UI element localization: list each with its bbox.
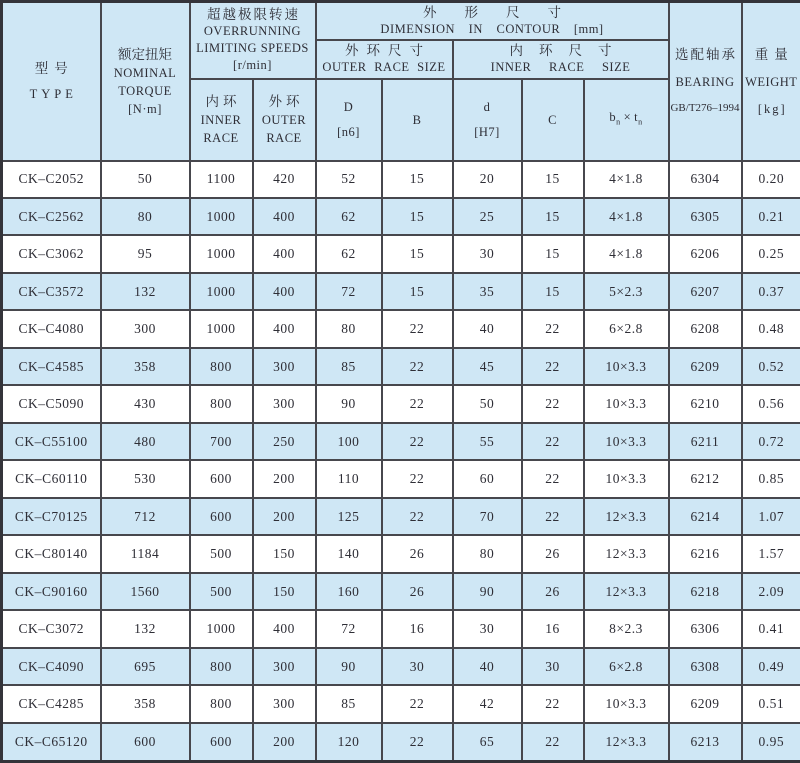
cell-d: 40 — [453, 310, 522, 347]
cell-weight: 0.51 — [742, 685, 800, 722]
cell-B: 16 — [382, 610, 453, 647]
header-type-en: TYPE — [29, 87, 77, 102]
cell-C: 22 — [522, 423, 584, 460]
cell-keyway: 12×3.3 — [584, 498, 669, 535]
cell-d: 90 — [453, 573, 522, 610]
cell-model: CK–C4585 — [2, 348, 101, 385]
cell-weight: 0.72 — [742, 423, 800, 460]
header-type-zh: 型号 — [34, 61, 74, 77]
cell-B: 26 — [382, 573, 453, 610]
header-dimension-zh: 外形尺寸 — [423, 4, 589, 20]
table-body — [2, 161, 800, 762]
cell-C: 22 — [522, 385, 584, 422]
cell-bearing: 6211 — [669, 423, 742, 460]
cell-outer-race-speed: 200 — [253, 460, 316, 497]
header-speeds-zh: 超越极限转速 — [207, 7, 300, 23]
cell-nominal-torque: 695 — [101, 648, 190, 685]
cell-weight: 0.85 — [742, 460, 800, 497]
table-row — [2, 348, 800, 385]
cell-weight: 1.57 — [742, 535, 800, 572]
cell-d: 55 — [453, 423, 522, 460]
cell-D: 160 — [316, 573, 382, 610]
cell-keyway: 6×2.8 — [584, 648, 669, 685]
table-row — [2, 310, 800, 347]
table-row — [2, 685, 800, 722]
header-col-d-label: d — [483, 100, 491, 114]
cell-bearing: 6308 — [669, 648, 742, 685]
cell-weight: 0.37 — [742, 273, 800, 310]
cell-outer-race-speed: 400 — [253, 310, 316, 347]
cell-D: 100 — [316, 423, 382, 460]
cell-d: 40 — [453, 648, 522, 685]
header-col-B — [382, 79, 453, 161]
cell-bearing: 6209 — [669, 685, 742, 722]
header-inner-race-zh: 内环 — [205, 94, 241, 109]
header-torque-unit: [N·m] — [128, 101, 162, 116]
cell-inner-race-speed: 600 — [190, 723, 253, 762]
header-dimension-en: DIMENSION IN CONTOUR [mm] — [380, 21, 604, 36]
cell-inner-race-speed: 800 — [190, 385, 253, 422]
cell-outer-race-speed: 150 — [253, 573, 316, 610]
header-torque-en1: NOMINAL — [113, 65, 177, 80]
cell-D: 52 — [316, 161, 382, 198]
cell-keyway: 12×3.3 — [584, 535, 669, 572]
header-speeds — [190, 2, 316, 79]
cell-d: 35 — [453, 273, 522, 310]
cell-weight: 0.48 — [742, 310, 800, 347]
cell-nominal-torque: 132 — [101, 610, 190, 647]
cell-outer-race-speed: 400 — [253, 235, 316, 272]
cell-B: 15 — [382, 273, 453, 310]
cell-weight: 0.49 — [742, 648, 800, 685]
header-col-D-tol: [n6] — [337, 125, 360, 139]
cell-keyway: 10×3.3 — [584, 685, 669, 722]
cell-model: CK–C2562 — [2, 198, 101, 235]
table-row — [2, 610, 800, 647]
header-inner-race-en1: INNER — [200, 113, 242, 127]
cell-outer-race-speed: 300 — [253, 348, 316, 385]
header-col-keyway — [584, 79, 669, 161]
cell-keyway: 4×1.8 — [584, 235, 669, 272]
header-col-C — [522, 79, 584, 161]
cell-nominal-torque: 50 — [101, 161, 190, 198]
header-col-D — [316, 79, 382, 161]
cell-D: 72 — [316, 610, 382, 647]
cell-C: 15 — [522, 161, 584, 198]
cell-B: 15 — [382, 235, 453, 272]
keyway-label: $b_n \times t_n$ — [609, 109, 643, 127]
cell-bearing: 6212 — [669, 460, 742, 497]
header-col-B-label: B — [412, 112, 422, 127]
header-outer-race-size-en: OUTER RACE SIZE — [322, 60, 446, 74]
header-col-d — [453, 79, 522, 161]
header-bearing — [669, 2, 742, 161]
cell-weight: 0.52 — [742, 348, 800, 385]
cell-model: CK–C4285 — [2, 685, 101, 722]
cell-C: 15 — [522, 198, 584, 235]
cell-inner-race-speed: 1000 — [190, 610, 253, 647]
cell-keyway: 10×3.3 — [584, 460, 669, 497]
cell-weight: 0.20 — [742, 161, 800, 198]
cell-model: CK–C90160 — [2, 573, 101, 610]
cell-model: CK–C65120 — [2, 723, 101, 762]
table-row — [2, 498, 800, 535]
cell-outer-race-speed: 200 — [253, 723, 316, 762]
cell-keyway: 10×3.3 — [584, 423, 669, 460]
cell-inner-race-speed: 1000 — [190, 310, 253, 347]
cell-C: 15 — [522, 235, 584, 272]
cell-weight: 0.95 — [742, 723, 800, 762]
cell-model: CK–C3062 — [2, 235, 101, 272]
cell-d: 70 — [453, 498, 522, 535]
cell-outer-race-speed: 400 — [253, 198, 316, 235]
cell-inner-race-speed: 700 — [190, 423, 253, 460]
cell-model: CK–C5090 — [2, 385, 101, 422]
cell-d: 20 — [453, 161, 522, 198]
header-inner-race-size — [453, 40, 669, 79]
header-bearing-std: GB/T276–1994 — [670, 102, 740, 115]
header-col-d-tol: [H7] — [474, 125, 500, 139]
table-row — [2, 535, 800, 572]
header-bearing-en: BEARING — [675, 75, 735, 90]
cell-C: 26 — [522, 535, 584, 572]
cell-bearing: 6206 — [669, 235, 742, 272]
cell-model: CK–C60110 — [2, 460, 101, 497]
table-row — [2, 460, 800, 497]
cell-keyway: 6×2.8 — [584, 310, 669, 347]
cell-model: CK–C2052 — [2, 161, 101, 198]
cell-bearing: 6209 — [669, 348, 742, 385]
header-inner-race — [190, 79, 253, 161]
cell-B: 26 — [382, 535, 453, 572]
cell-outer-race-speed: 420 — [253, 161, 316, 198]
cell-keyway: 12×3.3 — [584, 723, 669, 762]
cell-B: 30 — [382, 648, 453, 685]
cell-C: 30 — [522, 648, 584, 685]
cell-B: 22 — [382, 498, 453, 535]
cell-nominal-torque: 80 — [101, 198, 190, 235]
cell-keyway: 4×1.8 — [584, 161, 669, 198]
cell-nominal-torque: 1184 — [101, 535, 190, 572]
table-row — [2, 385, 800, 422]
header-bearing-zh: 选配轴承 — [675, 47, 738, 63]
cell-d: 45 — [453, 348, 522, 385]
cell-model: CK–C4080 — [2, 310, 101, 347]
header-inner-race-size-en: INNER RACE SIZE — [490, 60, 631, 74]
header-weight-en: WEIGHT — [745, 74, 798, 89]
cell-B: 15 — [382, 198, 453, 235]
cell-outer-race-speed: 400 — [253, 273, 316, 310]
cell-D: 120 — [316, 723, 382, 762]
cell-bearing: 6208 — [669, 310, 742, 347]
header-outer-race-en2: RACE — [266, 131, 302, 145]
header-outer-race-size — [316, 40, 453, 79]
cell-model: CK–C55100 — [2, 423, 101, 460]
header-outer-race-en1: OUTER — [261, 113, 307, 127]
cell-C: 26 — [522, 573, 584, 610]
cell-C: 22 — [522, 348, 584, 385]
cell-nominal-torque: 300 — [101, 310, 190, 347]
header-torque-en2: TORQUE — [118, 83, 172, 98]
cell-D: 72 — [316, 273, 382, 310]
header-speeds-en2: LIMITING SPEEDS — [196, 41, 309, 56]
cell-keyway: 10×3.3 — [584, 385, 669, 422]
cell-inner-race-speed: 500 — [190, 573, 253, 610]
cell-C: 22 — [522, 685, 584, 722]
cell-outer-race-speed: 250 — [253, 423, 316, 460]
cell-inner-race-speed: 800 — [190, 685, 253, 722]
cell-C: 15 — [522, 273, 584, 310]
cell-nominal-torque: 1560 — [101, 573, 190, 610]
header-torque-zh: 额定扭矩 — [118, 46, 172, 62]
cell-B: 22 — [382, 723, 453, 762]
header-type — [2, 2, 101, 161]
cell-nominal-torque: 430 — [101, 385, 190, 422]
cell-keyway: 5×2.3 — [584, 273, 669, 310]
header-col-D-label: D — [343, 100, 354, 114]
table-row — [2, 273, 800, 310]
header-inner-race-size-zh: 内环尺寸 — [509, 43, 628, 58]
cell-D: 110 — [316, 460, 382, 497]
cell-outer-race-speed: 300 — [253, 685, 316, 722]
cell-inner-race-speed: 800 — [190, 348, 253, 385]
cell-nominal-torque: 132 — [101, 273, 190, 310]
table-row — [2, 648, 800, 685]
cell-inner-race-speed: 500 — [190, 535, 253, 572]
cell-d: 65 — [453, 723, 522, 762]
table-row — [2, 573, 800, 610]
cell-model: CK–C3572 — [2, 273, 101, 310]
cell-bearing: 6305 — [669, 198, 742, 235]
cell-d: 60 — [453, 460, 522, 497]
cell-C: 22 — [522, 310, 584, 347]
cell-B: 22 — [382, 348, 453, 385]
header-speeds-en1: OVERRUNNING — [203, 24, 302, 39]
cell-model: CK–C80140 — [2, 535, 101, 572]
cell-B: 22 — [382, 310, 453, 347]
cell-inner-race-speed: 1100 — [190, 161, 253, 198]
cell-B: 22 — [382, 685, 453, 722]
cell-d: 30 — [453, 610, 522, 647]
cell-weight: 0.41 — [742, 610, 800, 647]
cell-weight: 0.25 — [742, 235, 800, 272]
cell-weight: 0.56 — [742, 385, 800, 422]
cell-keyway: 10×3.3 — [584, 348, 669, 385]
cell-nominal-torque: 358 — [101, 685, 190, 722]
cell-D: 85 — [316, 685, 382, 722]
header-inner-race-en2: RACE — [203, 131, 239, 145]
cell-outer-race-speed: 150 — [253, 535, 316, 572]
cell-D: 140 — [316, 535, 382, 572]
cell-B: 15 — [382, 161, 453, 198]
cell-d: 80 — [453, 535, 522, 572]
header-weight — [742, 2, 800, 161]
cell-D: 125 — [316, 498, 382, 535]
cell-bearing: 6304 — [669, 161, 742, 198]
header-speeds-unit: [r/min] — [233, 58, 272, 73]
cell-C: 22 — [522, 723, 584, 762]
header-torque — [101, 2, 190, 161]
header-outer-race-size-zh: 外环尺寸 — [345, 43, 431, 58]
cell-D: 80 — [316, 310, 382, 347]
cell-model: CK–C3072 — [2, 610, 101, 647]
cell-D: 90 — [316, 648, 382, 685]
cell-model: CK–C70125 — [2, 498, 101, 535]
header-col-C-label: C — [548, 112, 557, 127]
cell-C: 22 — [522, 498, 584, 535]
header-outer-race — [253, 79, 316, 161]
cell-inner-race-speed: 1000 — [190, 198, 253, 235]
header-dimension — [316, 2, 669, 40]
table-row — [2, 198, 800, 235]
cell-bearing: 6216 — [669, 535, 742, 572]
cell-nominal-torque: 600 — [101, 723, 190, 762]
cell-nominal-torque: 530 — [101, 460, 190, 497]
header-weight-zh: 重量 — [754, 46, 794, 62]
cell-bearing: 6207 — [669, 273, 742, 310]
cell-nominal-torque: 95 — [101, 235, 190, 272]
cell-model: CK–C4090 — [2, 648, 101, 685]
cell-nominal-torque: 358 — [101, 348, 190, 385]
cell-D: 62 — [316, 235, 382, 272]
cell-B: 22 — [382, 423, 453, 460]
cell-inner-race-speed: 600 — [190, 498, 253, 535]
cell-bearing: 6210 — [669, 385, 742, 422]
cell-bearing: 6213 — [669, 723, 742, 762]
cell-d: 50 — [453, 385, 522, 422]
cell-nominal-torque: 480 — [101, 423, 190, 460]
cell-keyway: 4×1.8 — [584, 198, 669, 235]
cell-keyway: 8×2.3 — [584, 610, 669, 647]
cell-D: 85 — [316, 348, 382, 385]
cell-d: 42 — [453, 685, 522, 722]
cell-inner-race-speed: 800 — [190, 648, 253, 685]
cell-outer-race-speed: 300 — [253, 385, 316, 422]
cell-B: 22 — [382, 460, 453, 497]
cell-d: 30 — [453, 235, 522, 272]
header-weight-unit: [kg] — [757, 101, 787, 116]
cell-bearing: 6218 — [669, 573, 742, 610]
table-row — [2, 423, 800, 460]
cell-inner-race-speed: 1000 — [190, 235, 253, 272]
cell-D: 62 — [316, 198, 382, 235]
table-row — [2, 723, 800, 762]
cell-weight: 1.07 — [742, 498, 800, 535]
cell-keyway: 12×3.3 — [584, 573, 669, 610]
cell-inner-race-speed: 1000 — [190, 273, 253, 310]
table-row — [2, 161, 800, 198]
cell-weight: 2.09 — [742, 573, 800, 610]
header-outer-race-zh: 外环 — [268, 94, 304, 109]
cell-bearing: 6306 — [669, 610, 742, 647]
cell-D: 90 — [316, 385, 382, 422]
cell-outer-race-speed: 200 — [253, 498, 316, 535]
table-row — [2, 235, 800, 272]
cell-C: 22 — [522, 460, 584, 497]
cell-outer-race-speed: 400 — [253, 610, 316, 647]
cell-inner-race-speed: 600 — [190, 460, 253, 497]
cell-d: 25 — [453, 198, 522, 235]
cell-nominal-torque: 712 — [101, 498, 190, 535]
cell-outer-race-speed: 300 — [253, 648, 316, 685]
cell-C: 16 — [522, 610, 584, 647]
cell-bearing: 6214 — [669, 498, 742, 535]
cell-B: 22 — [382, 385, 453, 422]
cell-weight: 0.21 — [742, 198, 800, 235]
